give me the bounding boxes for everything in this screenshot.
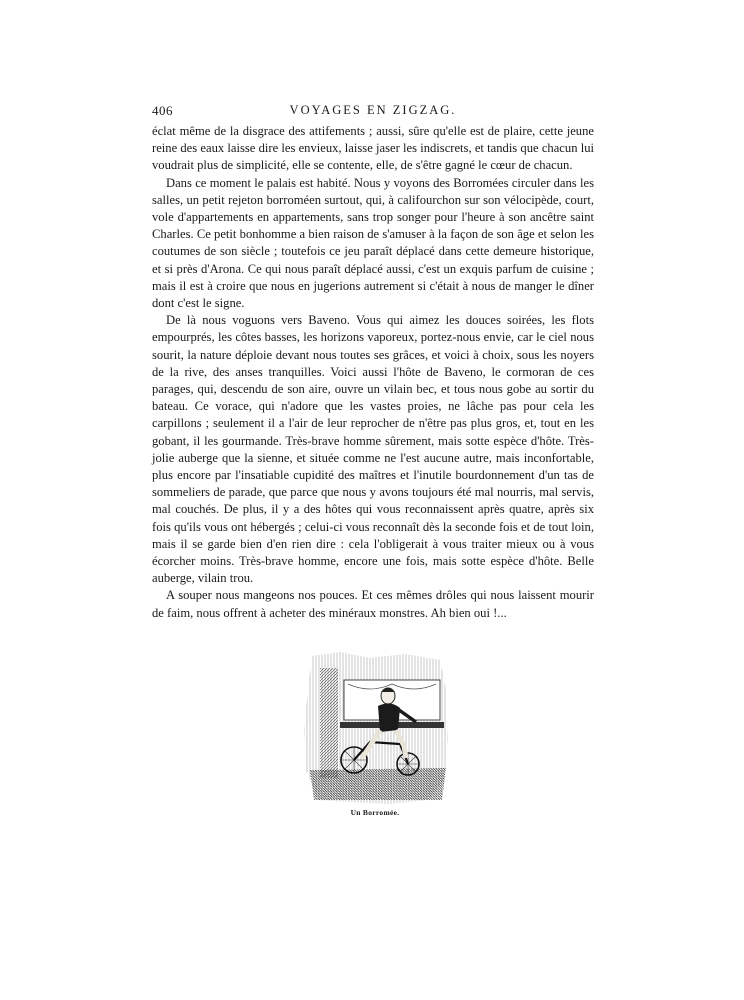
engraving-boy-on-velocipede	[300, 650, 450, 807]
running-head	[152, 103, 594, 121]
body-text	[152, 123, 594, 622]
paragraph-palace: Dans ce moment le palais est habité. Nous y voyons des Borromées circuler dans les salles, un petit rejeton borroméen surtout, qui, à califourchon sur son vélocipède, court, vole d'appartements en appartements, sans trop songer pour l'heure à son ancêtre saint Charles. Ce petit bonhomme a bien raison de s'amuser à la façon de son âge et selon les coutumes de son siècle ; toutefois ce jeu paraît déplacé dans cette demeure historique, et si près d'Arona. Ce qui nous paraît déplacé aussi, c'est un exquis parfum de cuisine ; mais il est à croire que nous en jugerions autrement si c'était à nous de manger le dîner dont c'est le signe.	[152, 175, 594, 311]
running-title: VOYAGES EN ZIGZAG.	[289, 103, 457, 117]
paragraph-continued: éclat même de la disgrace des attifements ; aussi, sûre qu'elle est de plaire, cette jeune reine des eaux laisse dire les envieux, laisse jaser les indiscrets, et tandis que chacun lui voudrait plus de simplicité, elle se contente, elle, de s'être gagné le cœur de chacun.	[152, 124, 594, 173]
page-number: 406	[152, 103, 173, 118]
paragraph-baveno: De là nous voguons vers Baveno. Vous qui aimez les douces soirées, les flots empourprés, les côtes basses, les horizons vaporeux, portez-nous envie, car le ciel nous sourit, la nature déploie devant nous toutes ses grâces, et voici à choix, sous les noyers de la rive, des anses tranquilles. Voici aussi l'hôte de Baveno, le cormoran de ces parages, qui, descendu de son aire, ouvre un vilain bec, et tous nous gobe au sortir du bateau. Ce vorace, qui n'adore que les vastes proies, ne lâche pas pour cela les carpillons ; seulement il a l'air de leur reprocher de n'être pas plus gros, et, tout en les gobant, il les gourmande. Très-brave homme sûrement, mais sotte espèce d'hôte. Très-jolie auberge que la sienne, et située comme ne l'est aucune autre, mais inconfortable, plus encore par l'insatiable cupidité des maîtres et l'inutile bourdonnement d'un tas de sommeliers de parade, que parce que nous y avons toujours été mal nourris, mal servis, mal couchés. De plus, il y a des hôtes qui vous reconnaissent après quatre, après six fois qu'ils vous ont hébergés ; celui-ci vous reconnaît dès la seconde fois et de tout loin, mais il se garde bien d'en rien dire : cela l'obligerait à vous traiter mieux ou à vous écorcher moins. Très-brave homme, encore une fois, mais sotte espèce d'hôte. Belle auberge, vilain trou.	[152, 313, 594, 586]
paragraph-supper: A souper nous mangeons nos pouces. Et ces mêmes drôles qui nous laissent mourir de faim, nous offrent à acheter des minéraux monstres. Ah bien oui !...	[152, 588, 594, 620]
illustration-caption: Un Borromée.	[350, 808, 400, 817]
